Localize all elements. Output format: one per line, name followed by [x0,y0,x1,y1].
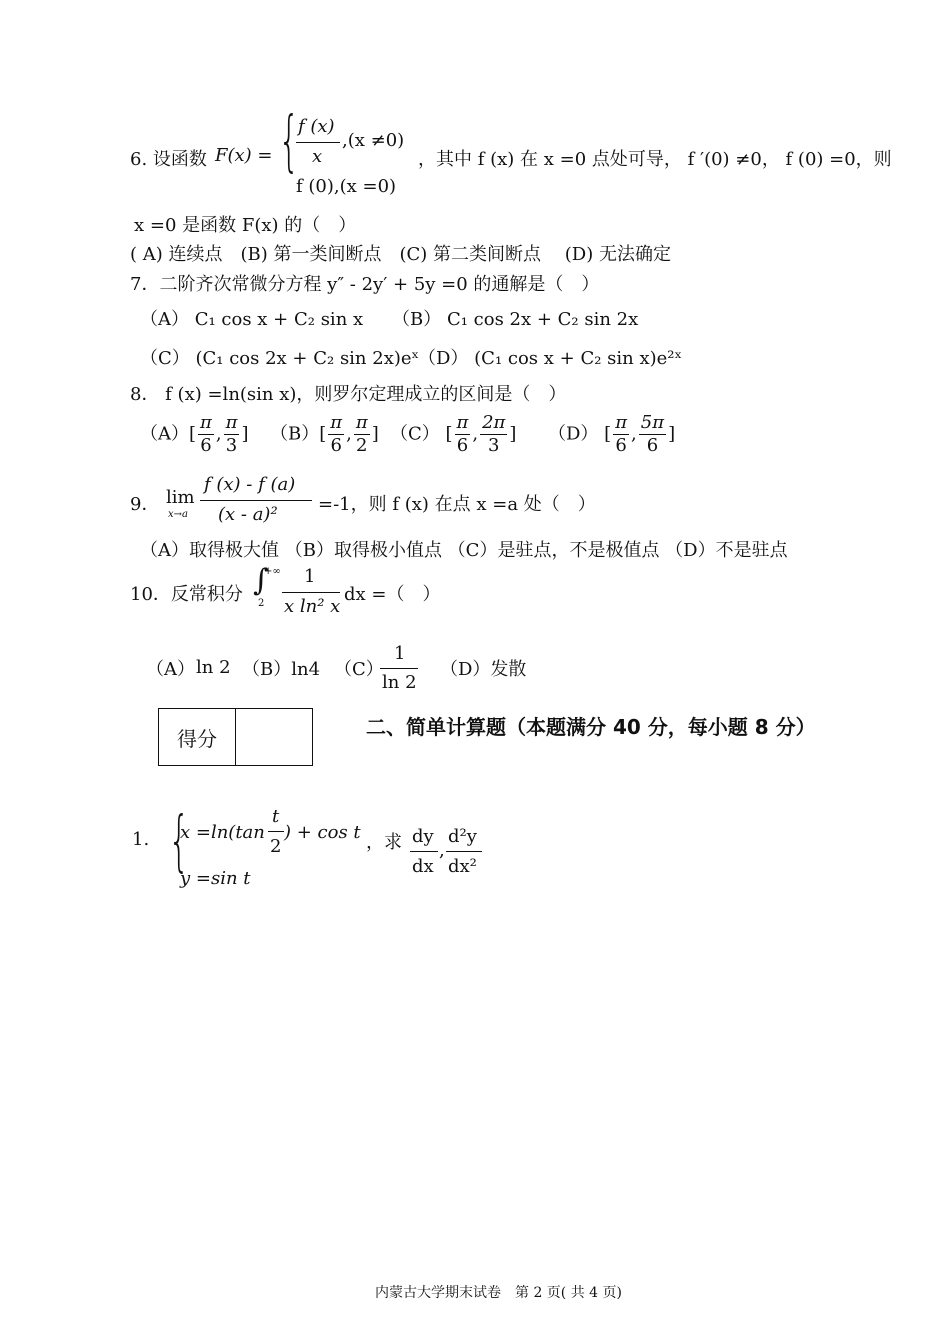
q6-prefix: 6. 设函数 [130,149,207,170]
p1-line2: y =sin t [180,868,251,889]
q10-option-a-label: （A） [146,659,195,680]
p1-dy: dy [412,826,434,847]
q6-brace: { [278,102,300,179]
page-footer: 内蒙古大学期末试卷 第 2 页( 共 4 页) [375,1285,622,1301]
q9-lim-sub: x→a [168,509,188,520]
q7-option-b: （B） C₁ cos 2x + C₂ sin 2x [392,309,639,330]
q10-option-d: （D）发散 [440,659,527,680]
section-2-title: 二、简单计算题（本题满分 40 分，每小题 8 分） [366,715,816,739]
score-box [158,708,313,766]
q9-fraction-bar [200,500,312,501]
q8-option-b: （B）[ $\frac{\pi}{6}$ , $\frac{\pi}{2}$ ] [270,412,379,456]
q10-upper-limit: +∞ [264,566,281,577]
p1-dydx-bar [410,851,438,852]
q6-case2: f (0),(x =0) [296,176,397,197]
p1-line1-a: x =ln(tan [180,822,265,843]
p1-line1-b: ) + cos t [284,822,361,843]
p1-dx2: dx² [448,856,477,877]
q10-suffix: dx =（ ） [344,584,441,605]
q8-stem: 8． f (x) =ln(sin x)，则罗尔定理成立的区间是（ ） [130,384,567,405]
q6-suffix: ，其中 f (x) 在 x =0 点处可导， f ′(0) ≠0， f (0) =0，则 [418,149,892,170]
q8-option-c: （C） [ $\frac{\pi}{6}$ , $\frac{2\pi}{3}$ ] [390,412,517,456]
q10-option-c-num: 1 [394,643,406,664]
q8-b-frac2: $\frac{\pi}{2}$ [355,412,368,456]
q8-c-frac2: $\frac{2\pi}{3}$ [482,412,506,456]
q8-label-d: （D） [548,423,599,445]
q10-option-b: （B）ln4 [242,659,321,680]
q10-numerator: 1 [304,566,316,587]
q8-a-frac1: $\frac{\pi}{6}$ [200,412,212,456]
q10-integral-sign: ∫ [253,563,269,598]
q8-option-d: （D） [ $\frac{\pi}{6}$ , $\frac{5\pi}{6}$ ] [548,412,676,456]
p1-d2ydx2-bar [446,851,482,852]
q8-label-b: （B） [270,423,320,445]
q10-option-c-den: ln 2 [382,672,417,693]
q8-c-frac1: $\frac{\pi}{6}$ [456,412,469,456]
q6-case1-den: x [312,146,323,167]
q10-denominator: x ln² x [284,596,341,617]
q9-suffix: =-1，则 f (x) 在点 x =a 处（ ） [318,494,596,515]
q9-denominator: (x - a)² [218,504,278,525]
score-value-cell[interactable] [236,709,313,766]
q10-lower-limit: 2 [258,598,265,609]
q6-options: ( A) 连续点 (B) 第一类间断点 (C) 第二类间断点 (D) 无法确定 [130,244,671,265]
q10-fraction-bar [282,592,340,593]
q9-numerator: f (x) - f (a) [204,474,296,495]
q10-option-a: ln 2 [196,657,231,678]
q9-options: （A）取得极大值 （B）取得极小值点 （C）是驻点，不是极值点 （D）不是驻点 [140,540,788,561]
q8-d-frac1: $\frac{\pi}{6}$ [615,412,628,456]
q6-case1-cond: ,(x ≠0) [342,130,405,151]
q6-case1-bar [296,142,340,143]
p1-ask: ，求 [366,832,402,853]
q6-case1-num: f (x) [298,116,335,137]
q9-prefix: 9． [130,494,160,515]
q8-option-a: （A）[ $\frac{\pi}{6}$ , $\frac{\pi}{3}$ ] [140,412,249,456]
p1-d2y: d²y [448,826,477,847]
q8-d-frac2: $\frac{5\pi}{6}$ [640,412,665,456]
p1-comma: , [439,840,445,861]
p1-brace: { [168,802,190,879]
q10-option-c-label: （C） [334,659,384,680]
q8-b-frac1: $\frac{\pi}{6}$ [330,412,343,456]
q10-prefix: 10．反常积分 [130,584,243,605]
q9-lim: lim [166,487,195,508]
q7-option-a: （A） C₁ cos x + C₂ sin x [140,309,364,330]
p1-line1-2: 2 [270,836,282,857]
q8-label-c: （C） [390,423,440,445]
q6-func: F(x) = [215,145,273,166]
q7-option-c: （C） (C₁ cos 2x + C₂ sin 2x)eˣ [140,348,420,369]
q8-label-a: （A） [140,423,189,445]
q10-option-c-bar [380,668,418,669]
q8-a-frac2: $\frac{\pi}{3}$ [225,412,238,456]
score-label: 得分 [159,709,236,766]
q7-option-d: （D） (C₁ cos x + C₂ sin x)e²ˣ [418,348,683,369]
p1-number: 1. [132,829,150,850]
p1-line1-bar [268,831,284,832]
q6-line2: x =0 是函数 F(x) 的（ ） [134,215,357,236]
p1-dx: dx [412,856,434,877]
q7-stem: 7．二阶齐次常微分方程 y″ - 2y′ + 5y =0 的通解是（ ） [130,274,600,295]
p1-line1-t: t [272,806,280,827]
